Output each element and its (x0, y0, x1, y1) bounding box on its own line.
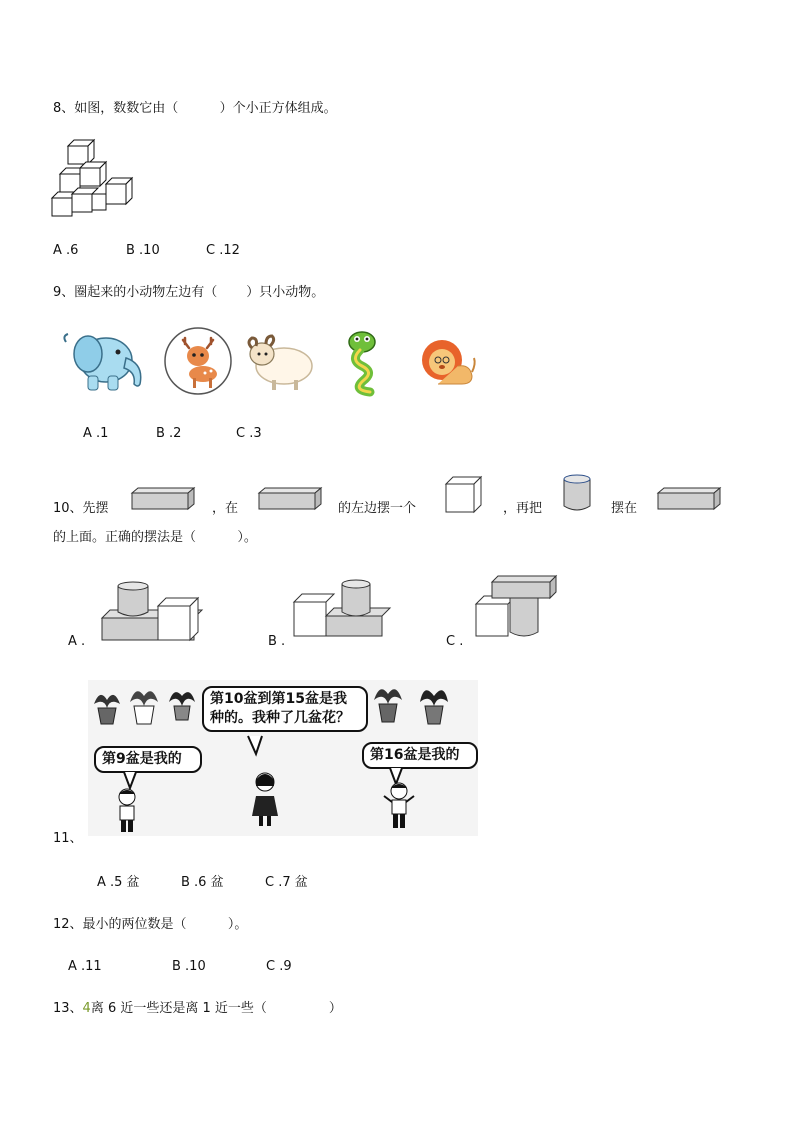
q11-option-a: A .5 盆 (97, 875, 140, 890)
cuboid-icon (130, 487, 196, 511)
speech-bubble-right: 第16盆是我的 (362, 742, 478, 769)
q8-option-c: C .12 (206, 243, 240, 258)
q9-option-a: A .1 (83, 426, 109, 441)
q9-option-b: B .2 (156, 426, 182, 441)
q8-option-a: A .6 (53, 243, 79, 258)
q10-part-5: 摆在 (611, 501, 638, 516)
q13-number: 4 (82, 1001, 91, 1016)
q11-option-b: B .6 盆 (181, 875, 224, 890)
cube-icon (444, 476, 484, 514)
flowerpot-icon (166, 684, 198, 724)
q8-option-b: B .10 (126, 243, 160, 258)
q13-rest: 离 6 近一些还是离 1 近一些（ ） (90, 1001, 342, 1016)
speech-bubble-center: 第10盆到第15盆是我种的。我种了几盆花？ (202, 686, 368, 732)
flowerpot-icon (416, 682, 452, 726)
q9-text: 9、圈起来的小动物左边有（ ）只小动物。 (53, 285, 325, 300)
cuboid-icon (656, 487, 722, 511)
q13-prefix: 13、 (53, 1001, 83, 1016)
bubble-tail (246, 736, 266, 756)
flowerpot-icon (90, 686, 124, 726)
q12-option-c: C .9 (266, 959, 292, 974)
q11-label: 11、 (53, 831, 83, 846)
q10-part-4: ，再把 (503, 501, 543, 516)
girl-figure (248, 772, 282, 828)
q11-option-c: C .7 盆 (265, 875, 308, 890)
arrangement-c (474, 574, 564, 640)
q10-part-1: 10、先摆 (53, 501, 109, 516)
q8-text: 8、如图，数数它由（ ）个小正方体组成。 (53, 101, 337, 116)
q10-part-3: 的左边摆一个 (338, 501, 417, 516)
flowerpot-icon (370, 682, 406, 724)
cube-stack-figure (50, 138, 140, 228)
q13-text (53, 1001, 342, 1017)
speech-bubble-left: 第9盆是我的 (94, 746, 202, 773)
q9-option-c: C .3 (236, 426, 262, 441)
lion-icon (418, 336, 478, 396)
q12-option-b: B .10 (172, 959, 206, 974)
boy-figure (112, 788, 142, 834)
q12-option-a: A .11 (68, 959, 102, 974)
cuboid-icon (257, 487, 323, 511)
q10-option-c: C . (446, 634, 464, 649)
snake-icon (340, 330, 384, 396)
q10-part-2: ，在 (212, 501, 239, 516)
sheep-icon (244, 334, 316, 394)
arrangement-b (292, 578, 392, 638)
q10-line-2: 的上面。正确的摆法是（ ）。 (53, 530, 257, 545)
boy-figure (382, 782, 416, 832)
flowerpot-scene (88, 680, 478, 836)
q10-option-b: B . (268, 634, 286, 649)
cylinder-icon (562, 474, 592, 512)
flowerpot-icon (126, 684, 162, 726)
elephant-icon (60, 328, 150, 394)
q10-option-a: A . (68, 634, 86, 649)
deer-icon (163, 326, 233, 396)
arrangement-a (100, 582, 210, 642)
q12-text: 12、最小的两位数是（ ）。 (53, 917, 248, 932)
